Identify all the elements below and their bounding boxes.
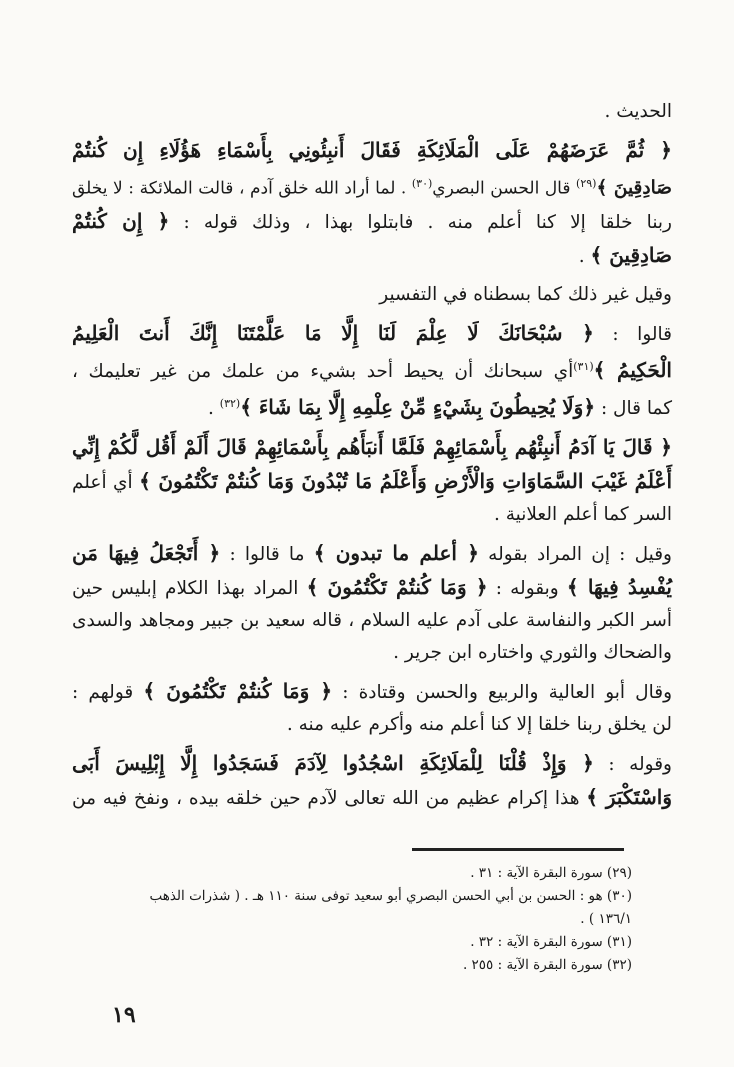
footnote-ref: (٣٠) bbox=[411, 177, 433, 190]
quran-verse: ﴿ وَإِذْ قُلْنَا لِلْمَلَائِكَةِ اسْجُدُوا لِآدَمَ فَسَجَدُوا إِلَّا إِبْلِيسَ أَبَى bbox=[72, 750, 594, 775]
quran-verse: ﴿ أعلم ما تبدون ﴾ bbox=[313, 540, 479, 565]
quran-verse: وَاسْتَكْبَرَ ﴾ bbox=[586, 784, 672, 809]
quran-verse: صَادِقِينَ ﴾ bbox=[590, 242, 672, 267]
body-line bbox=[72, 499, 672, 531]
body-text: . bbox=[578, 245, 591, 267]
quran-verse: صَادِقِينَ ﴾ bbox=[596, 177, 672, 199]
body-text: وقيل : إن المراد بقوله bbox=[478, 543, 672, 565]
body-text: وقوله : bbox=[593, 753, 672, 775]
body-text: والضحاك والثوري واختاره ابن جرير . bbox=[393, 641, 672, 663]
body-line bbox=[72, 431, 672, 465]
body-line bbox=[72, 96, 672, 128]
body-text: . لما أراد الله خلق آدم ، قالت الملائكة : لا يخلق bbox=[72, 178, 412, 199]
footnote-30: (٣٠) هو : الحسن بن أبي الحسن البصري أبو سعيد توفى سنة ١١٠ هـ . ( شذرات الذهب bbox=[149, 888, 632, 904]
footnote-29: (٢٩) سورة البقرة الآية : ٣١ . bbox=[470, 865, 632, 881]
quran-verse: ﴿ وَمَا كُنتُمْ تَكْتُمُونَ ﴾ bbox=[306, 574, 488, 599]
body-text: السر كما أعلم العلانية . bbox=[493, 503, 672, 525]
quran-verse: ﴿ وَمَا كُنتُمْ تَكْتُمُونَ ﴾ bbox=[143, 678, 333, 703]
body-line bbox=[72, 351, 672, 388]
quran-verse: يُفْسِدُ فِيهَا ﴾ bbox=[566, 574, 672, 599]
quran-verse: ﴿ ثُمَّ عَرَضَهُمْ عَلَى الْمَلَائِكَةِ فَقَالَ أَنبِئُونِي بِأَسْمَاءِ هَؤُلَاءِ إِن كُنتُمْ bbox=[72, 138, 672, 162]
body-line bbox=[72, 168, 672, 205]
body-text: قولهم : bbox=[72, 681, 144, 703]
footnote-ref: (٢٩) bbox=[576, 177, 597, 190]
footnote-ref: (٣١) bbox=[573, 359, 594, 373]
body-line bbox=[72, 781, 672, 815]
body-line bbox=[72, 205, 672, 239]
body-line bbox=[72, 465, 672, 499]
body-line bbox=[72, 675, 672, 709]
body-text: وقال أبو العالية والربيع والحسن وقتادة : bbox=[332, 681, 672, 703]
footnote-divider bbox=[412, 848, 624, 851]
body-text: هذا إكرام عظيم من الله تعالى لآدم حين خلقه بيده ، ونفخ فيه من bbox=[72, 787, 587, 809]
footnote-30-continued: ١٣٦/١ ) . bbox=[580, 911, 632, 927]
footnote-32: (٣٢) سورة البقرة الآية : ٢٥٥ . bbox=[462, 957, 632, 973]
quran-verse: ﴿ سُبْحَانَكَ لَا عِلْمَ لَنَا إِلَّا مَا عَلَّمْتَنَا إِنَّكَ أَنتَ الْعَلِيمُ bbox=[72, 320, 594, 345]
body-text: أي أعلم bbox=[72, 471, 140, 493]
body-text: ما قالوا : bbox=[220, 543, 314, 565]
body-text: ربنا خلقا إلا كنا أعلم منه . فابتلوا بهذا ، وذلك قوله : bbox=[169, 211, 672, 233]
body-text: أي سبحانك أن يحيط أحد بشيء من علمك من غير تعليمك ، bbox=[72, 360, 574, 382]
footnote-31: (٣١) سورة البقرة الآية : ٣٢ . bbox=[470, 934, 632, 950]
body-text: قال الحسن البصري bbox=[432, 178, 577, 199]
quran-verse: أَعْلَمُ غَيْبَ السَّمَاوَاتِ وَالْأَرْضِ وَأَعْلَمُ مَا تُبْدُونَ وَمَا كُنتُمْ تَكْتُمُونَ ﴾ bbox=[139, 468, 673, 493]
footnotes bbox=[72, 862, 632, 977]
quran-verse: ﴿ إِن كُنتُمْ bbox=[72, 208, 170, 233]
body-text: . bbox=[208, 397, 220, 419]
body-text: المراد بهذا الكلام إبليس حين bbox=[72, 577, 307, 599]
body-line bbox=[72, 279, 672, 311]
page-body bbox=[72, 96, 672, 815]
body-line bbox=[72, 317, 672, 351]
body-line bbox=[72, 571, 672, 605]
quran-verse: الْحَكِيمُ ﴾ bbox=[593, 357, 672, 382]
body-text: قالوا : bbox=[593, 323, 672, 345]
quran-verse: ﴿ قَالَ يَا آدَمُ أَنبِئْهُم بِأَسْمَائِهِمْ فَلَمَّا أَنبَأَهُم بِأَسْمَائِهِمْ قَالَ أَلَمْ أَقُل لَّكُمْ إِنِّي bbox=[72, 434, 672, 459]
body-line bbox=[72, 605, 672, 637]
page-number: ١٩ bbox=[112, 1002, 136, 1028]
footnote-ref: (٣٢) bbox=[219, 396, 241, 410]
body-text: أسر الكبر والنفاسة على آدم عليه السلام ، قاله سعيد بن جبير ومجاهد والسدى bbox=[72, 609, 672, 631]
body-text: كما قال : bbox=[595, 397, 672, 419]
body-text: وبقوله : bbox=[487, 577, 567, 599]
body-line bbox=[72, 239, 672, 273]
body-line bbox=[72, 709, 672, 741]
quran-verse: ﴿ أَتَجْعَلُ فِيهَا مَن bbox=[72, 540, 221, 565]
body-text: وقيل غير ذلك كما بسطناه في التفسير bbox=[379, 283, 672, 305]
body-line bbox=[72, 637, 672, 669]
body-line bbox=[72, 537, 672, 571]
quran-verse: ﴿وَلَا يُحِيطُونَ بِشَيْءٍ مِّنْ عِلْمِهِ إِلَّا بِمَا شَاءَ ﴾ bbox=[240, 394, 596, 419]
text-line-1: الحديث . bbox=[604, 101, 672, 122]
body-line bbox=[72, 134, 672, 168]
body-text: لن يخلق ربنا خلقا إلا كنا أعلم منه وأكرم عليه منه . bbox=[286, 713, 672, 735]
body-line bbox=[72, 388, 672, 425]
body-line bbox=[72, 747, 672, 781]
